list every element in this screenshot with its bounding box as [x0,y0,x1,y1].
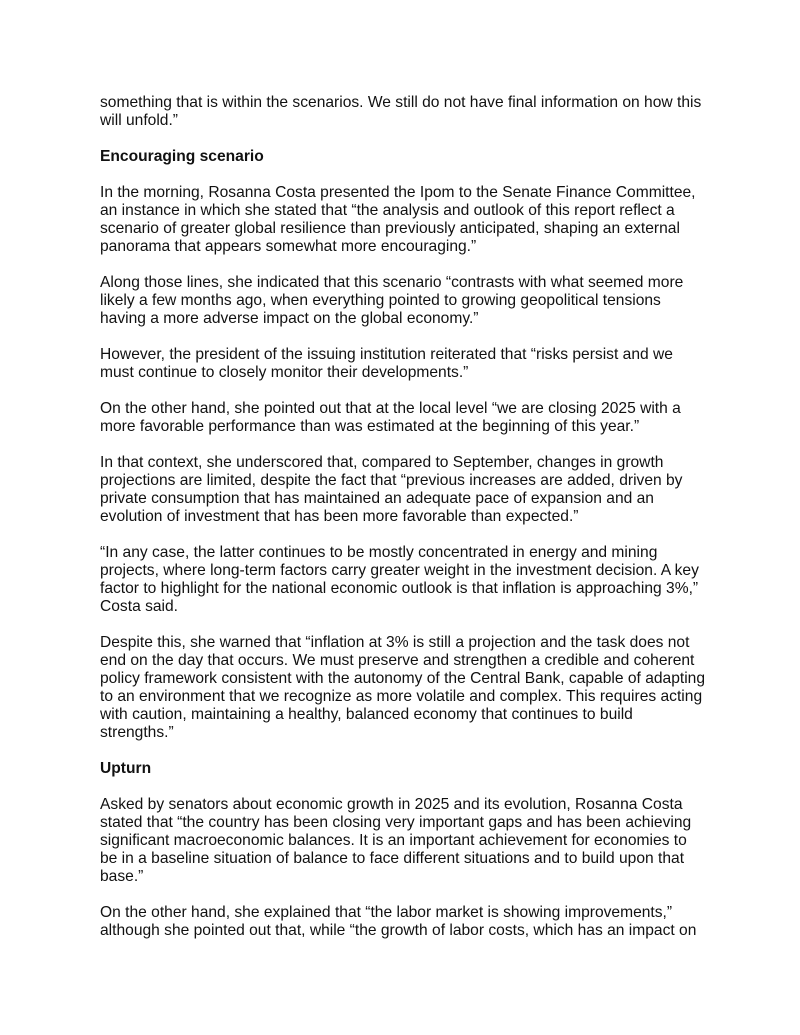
paragraph [100,184,720,256]
text-line: private consumption that has maintained an adequate pace of expansion and an [100,490,654,507]
text-line: likely a few months ago, when everything pointed to growing geopolitical tensions [100,292,661,309]
text-line: Costa said. [100,598,179,615]
text-line: an instance in which she stated that “the analysis and outlook of this report reflect a [100,202,675,219]
text-line: end on the day that occurs. We must preserve and strengthen a credible and coherent [100,652,695,669]
text-line: Despite this, she warned that “inflation at 3% is still a projection and the task does not [100,634,690,651]
document-body [100,94,720,958]
text-line: scenario of greater global resilience than previously anticipated, shaping an external [100,220,680,237]
heading-text: Encouraging scenario [100,148,264,165]
text-line: will unfold.” [100,112,178,129]
text-line: stated that “the country has been closing very important gaps and has been achieving [100,814,692,831]
section-heading [100,148,720,166]
paragraph [100,904,720,940]
text-line: panorama that appears somewhat more encouraging.” [100,238,477,255]
text-line: something that is within the scenarios. We still do not have final information on how this [100,94,702,111]
text-line: Asked by senators about economic growth in 2025 and its evolution, Rosanna Costa [100,796,683,813]
text-line: strengths.” [100,724,174,741]
text-line: policy framework consistent with the autonomy of the Central Bank, capable of adapting [100,670,706,687]
text-line: However, the president of the issuing institution reiterated that “risks persist and we [100,346,673,363]
paragraph [100,274,720,328]
text-line: significant macroeconomic balances. It is an important achievement for economies to [100,832,687,849]
paragraph [100,94,720,130]
text-line: to an environment that we recognize as more volatile and complex. This requires acting [100,688,703,705]
text-line: projections are limited, despite the fact that “previous increases are added, driven by [100,472,683,489]
text-line: Along those lines, she indicated that this scenario “contrasts with what seemed more [100,274,684,291]
paragraph [100,454,720,526]
paragraph [100,796,720,886]
text-line: “In any case, the latter continues to be mostly concentrated in energy and mining [100,544,658,561]
text-line: although she pointed out that, while “the growth of labor costs, which has an impact on [100,922,697,939]
text-line: with caution, maintaining a healthy, balanced economy that continues to build [100,706,633,723]
paragraph [100,544,720,616]
text-line: On the other hand, she explained that “the labor market is showing improvements,” [100,904,673,921]
heading-text: Upturn [100,760,152,777]
text-line: In that context, she underscored that, compared to September, changes in growth [100,454,664,471]
text-line: evolution of investment that has been more favorable than expected.” [100,508,579,525]
text-line: be in a baseline situation of balance to face different situations and to build upon that [100,850,685,867]
text-line: In the morning, Rosanna Costa presented the Ipom to the Senate Finance Committee, [100,184,696,201]
text-line: projects, where long-term factors carry greater weight in the investment decision. A key [100,562,699,579]
text-line: must continue to closely monitor their developments.” [100,364,469,381]
section-heading [100,760,720,778]
paragraph [100,400,720,436]
text-line: base.” [100,868,144,885]
text-line: more favorable performance than was estimated at the beginning of this year.” [100,418,640,435]
paragraph [100,634,720,742]
text-line: factor to highlight for the national economic outlook is that inflation is approaching 3%,” [100,580,699,597]
text-line: having a more adverse impact on the global economy.” [100,310,479,327]
text-line: On the other hand, she pointed out that at the local level “we are closing 2025 with a [100,400,681,417]
paragraph [100,346,720,382]
